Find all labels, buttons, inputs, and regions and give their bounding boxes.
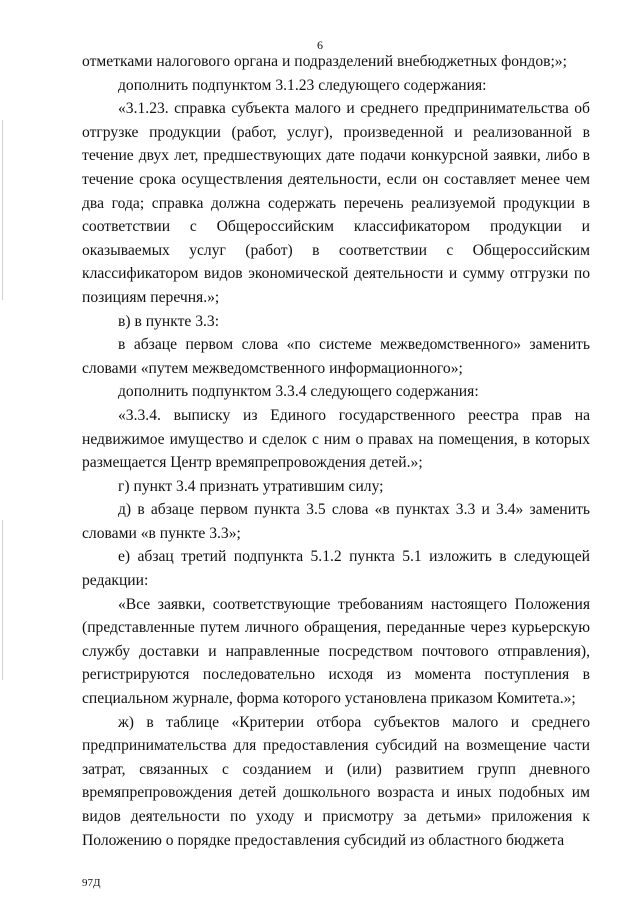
paragraph: «3.3.4. выписку из Единого государственного реестра прав на недвижимое имущество и сделок с ним о правах на помещения, в которых размещается Центр времяпрепровождения детей.»; <box>82 406 590 472</box>
document-body <box>82 50 590 852</box>
paragraph: ж) в таблице «Критерии отбора субъектов малого и среднего предпринимательства для предоставления субсидий на возмещение части затрат, связанных с созданием и (или) развитием групп дневного времяпрепровождения детей дошкольного возраста и иных подобных им видов деятельности по уходу и присмотру за детьми» приложения к Положению о порядке предоставления субсидий из областного бюджета <box>82 713 590 849</box>
paragraph: е) абзац третий подпункта 5.1.2 пункта 5.1 изложить в следующей редакции: <box>82 548 590 590</box>
paragraph: «3.1.23. справка субъекта малого и среднего предпринимательства об отгрузке продукции (работ, услуг), произведенной и реализованной в течение двух лет, предшествующих дате подачи конкурсной заявки, либо в течение срока осуществления деятельности, если он составляет менее чем два года; справка должна содержать перечень реализуемой продукции в соответствии с Общероссийским классификатором продукции и оказываемых услуг (работ) в соответствии с Общероссийским классификатором видов экономической деятельности и сумму отгрузки по позициям перечня.»; <box>82 100 590 306</box>
paragraph: «Все заявки, соответствующие требованиям настоящего Положения (представленные путем личного обращения, переданные через курьерскую службу доставки и направленные посредством почтового отправления), регистрируются последовательно исходя из момента поступления в специальном журнале, форма которого установлена приказом Комитета.»; <box>82 595 590 708</box>
page-number: 6 <box>317 38 323 52</box>
paragraph: д) в абзаце первом пункта 3.5 слова «в пунктах 3.3 и 3.4» заменить словами «в пункте 3.3»; <box>82 501 590 542</box>
scan-edge-mark <box>2 120 3 300</box>
paragraph: г) пункт 3.4 признать утратившим силу; <box>118 477 384 495</box>
document-code: 97Д <box>82 877 101 889</box>
paragraph: дополнить подпунктом 3.1.23 следующего содержания: <box>118 76 487 94</box>
paragraph: в) в пункте 3.3: <box>118 312 220 330</box>
paragraph: в абзаце первом слова «по системе межведомственного» заменить словами «путем межведомственного информационного»; <box>82 336 590 377</box>
paragraph: дополнить подпунктом 3.3.4 следующего содержания: <box>118 383 479 401</box>
paragraph: отметками налогового органа и подразделений внебюджетных фондов;»; <box>82 53 567 70</box>
scan-edge-mark <box>2 520 3 680</box>
